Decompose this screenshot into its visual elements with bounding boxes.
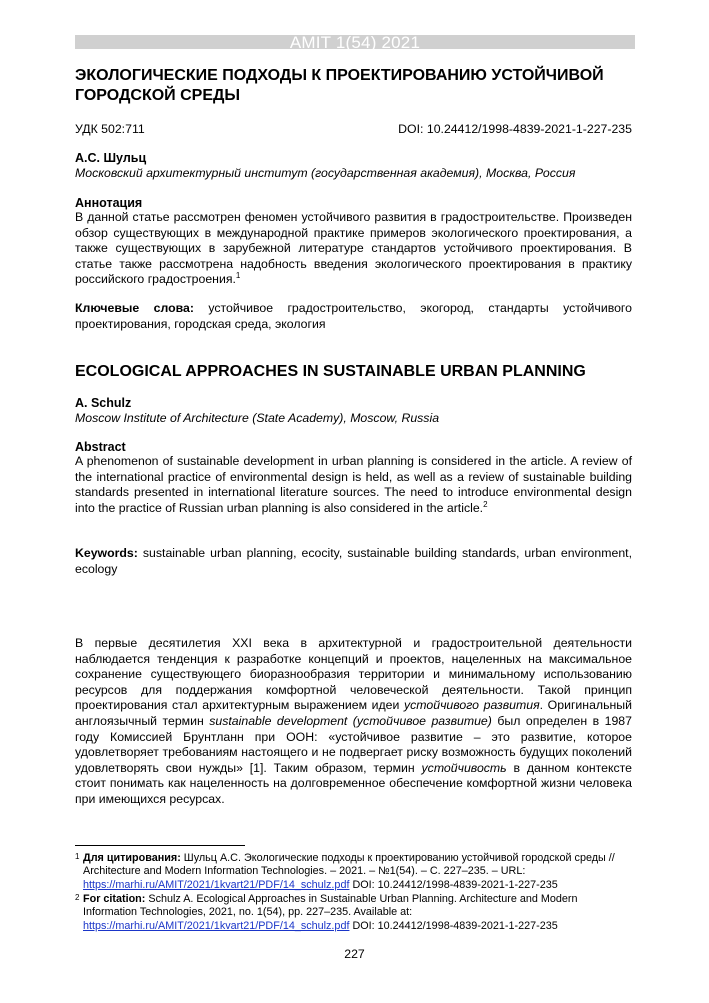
en-abstract-heading: Abstract bbox=[75, 440, 126, 454]
en-affiliation: Moscow Institute of Architecture (State Academy), Moscow, Russia bbox=[75, 411, 440, 425]
ru-abstract-footnote-ref: 1 bbox=[235, 271, 241, 281]
ru-abstract bbox=[75, 210, 632, 288]
body-text-4: в данном контексте стоит понимать как нацеленность на долговременное обеспечение комфортной жизни человека при имеющихся ресурсах. bbox=[75, 760, 633, 806]
en-abstract bbox=[75, 454, 632, 516]
footnote-1-text: Шульц А.С. Экологические подходы к проектированию устойчивой городской среды // Architecture and Modern Information Technologies. – 2021. – №1(54). – С. 227–235. – URL: bbox=[83, 852, 615, 878]
ru-keywords bbox=[75, 301, 632, 332]
body-italic-3: устойчивость bbox=[421, 760, 507, 775]
footnote-2-doi: DOI: 10.24412/1998-4839-2021-1-227-235 bbox=[349, 919, 558, 932]
body-italic-1: устойчивого развития bbox=[403, 698, 540, 713]
udk-doi-row bbox=[75, 122, 632, 136]
en-keywords-label: Keywords: bbox=[75, 546, 138, 560]
journal-header-band bbox=[75, 33, 635, 52]
ru-affiliation: Московский архитектурный институт (государственная академия), Москва, Россия bbox=[75, 166, 576, 180]
journal-header: AMIT 1(54) 2021 bbox=[289, 33, 421, 52]
ru-keywords-label: Ключевые слова: bbox=[75, 301, 194, 315]
en-title: ECOLOGICAL APPROACHES IN SUSTAINABLE URBAN PLANNING bbox=[75, 363, 586, 380]
footnote-1-doi: DOI: 10.24412/1998-4839-2021-1-227-235 bbox=[349, 878, 558, 891]
footnote-1-label: Для цитирования: bbox=[83, 852, 181, 864]
en-keywords-text: sustainable urban planning, ecocity, sustainable building standards, urban environment, ecology bbox=[75, 546, 632, 576]
footnote-1 bbox=[75, 852, 632, 892]
doi: DOI: 10.24412/1998-4839-2021-1-227-235 bbox=[398, 122, 632, 136]
footnote-1-link[interactable]: https://marhi.ru/AMIT/2021/1kvart21/PDF/14_schulz.pdf bbox=[83, 878, 350, 891]
footnote-2-number: 2 bbox=[75, 893, 80, 902]
en-author: A. Schulz bbox=[75, 396, 132, 410]
footnote-1-number: 1 bbox=[75, 852, 80, 861]
ru-abstract-text: В данной статье рассмотрен феномен устойчивого развития в градостроительстве. Произведен обзор существующих в международной практике примеров экологического проектирования, а также существующих в зарубежной литературе стандартов устойчивого проектирования. В статье также рассмотрена надобность введения экологического проектирования в практику российского градостроения. bbox=[75, 210, 632, 287]
ru-title: ЭКОЛОГИЧЕСКИЕ ПОДХОДЫ К ПРОЕКТИРОВАНИЮ УСТОЙЧИВОЙ ГОРОДСКОЙ СРЕДЫ bbox=[75, 67, 604, 104]
footnote-2-label: For citation: bbox=[83, 893, 146, 905]
footnote-2 bbox=[75, 893, 632, 933]
en-abstract-text: A phenomenon of sustainable development in urban planning is considered in the article. A review of the international practice of environmental design is held, as well as a review of sustainable building standards presented in international literature sources. The need to introduce environmental design into the practice of Russian urban planning is also considered in the article. bbox=[75, 454, 632, 515]
body-text-2: . Оригинальный англоязычный термин bbox=[75, 698, 633, 728]
udk: УДК 502:711 bbox=[75, 122, 145, 136]
footnote-2-link[interactable]: https://marhi.ru/AMIT/2021/1kvart21/PDF/14_schulz.pdf bbox=[83, 919, 350, 932]
body-text-1: В первые десятилетия XXI века в архитектурной и градостроительной деятельности наблюдается тенденция к разработке концепций и проектов, нацеленных на максимальное сохранение существующего биоразнообразия территории и минимальному использованию ресурсов для поддержания комфортной человеческой деятельности. Такой принцип проектирования стал архитектурным выражением идеи bbox=[75, 636, 632, 713]
footnote-separator bbox=[75, 845, 245, 846]
body-text-3: был определен в 1987 году Комиссией Брунтланн при ООН: «устойчивое развитие – это развитие, которое удовлетворяет требованиям настоящего и не подвергает риску возможность будущих поколений удовлетворять свои нужды» [1]. Таким образом, термин bbox=[75, 713, 632, 775]
footnote-2-text: Schulz A. Ecological Approaches in Sustainable Urban Planning. Architecture and Modern Information Technologies, 2021, no. 1(54), pp. 227–235. Available at: bbox=[83, 893, 578, 919]
ru-keywords-text: устойчивое градостроительство, экогород, стандарты устойчивого проектирования, городская среда, экология bbox=[75, 301, 632, 331]
body-italic-2: sustainable development (устойчивое развитие) bbox=[209, 713, 492, 728]
body-paragraph bbox=[75, 636, 632, 808]
ru-author: А.С. Шульц bbox=[75, 151, 147, 165]
en-abstract-footnote-ref: 2 bbox=[483, 499, 488, 509]
page-number: 227 bbox=[344, 947, 365, 961]
en-keywords bbox=[75, 546, 632, 577]
ru-abstract-heading: Аннотация bbox=[75, 196, 143, 210]
